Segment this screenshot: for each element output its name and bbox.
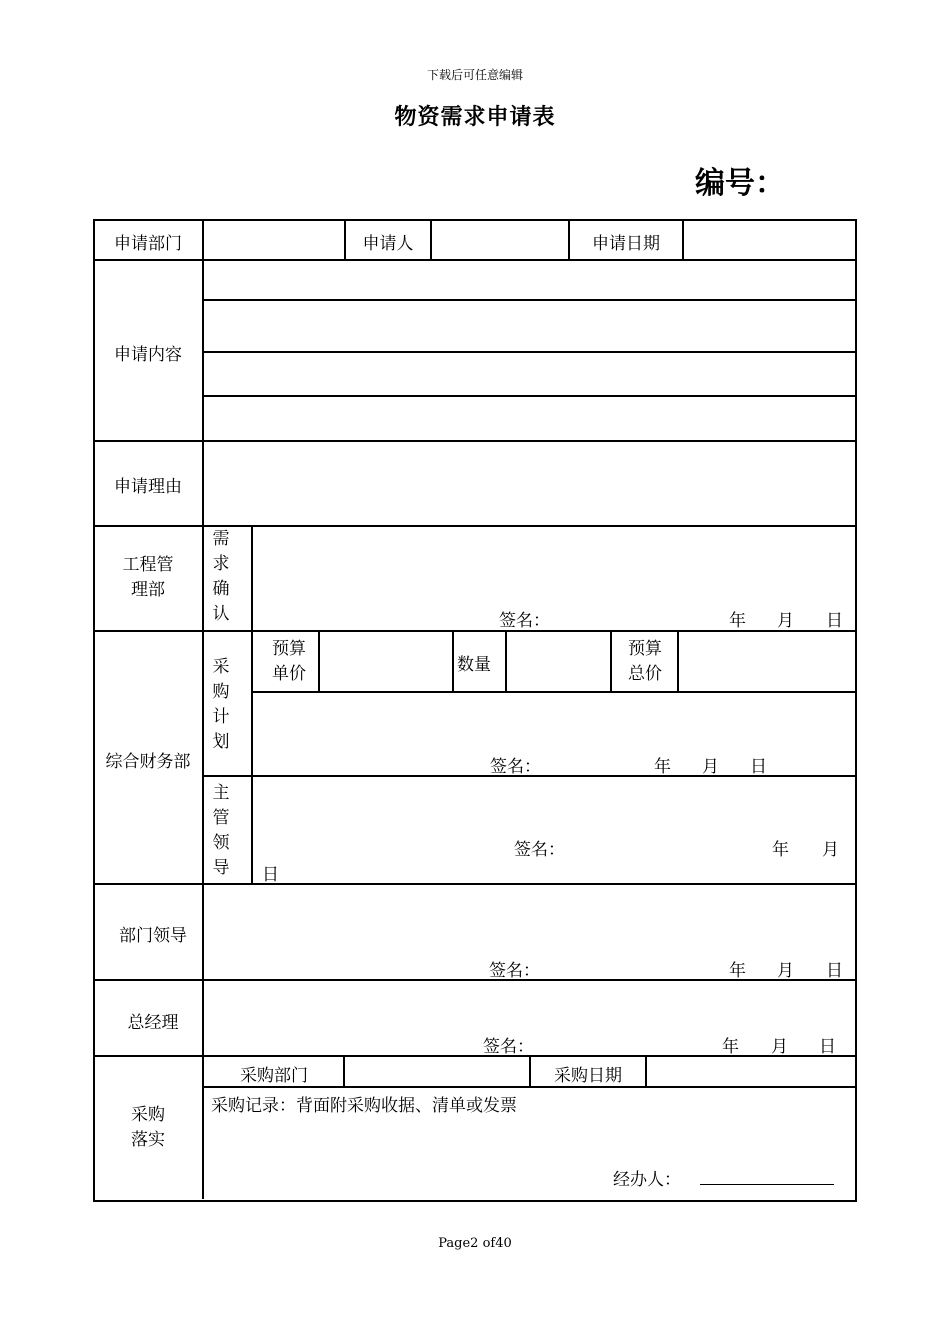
gm-month: 月 — [771, 1037, 788, 1057]
header-note: 下载后可任意编辑 — [426, 68, 523, 82]
dept-leader-day: 日 — [826, 961, 843, 981]
content-label: 申请内容 — [114, 345, 182, 365]
supervisor-day: 日 — [262, 865, 279, 885]
plan-month: 月 — [702, 757, 719, 777]
engineering-sign-label: 签名： — [499, 611, 550, 631]
handler-signature-line — [700, 1184, 834, 1185]
supervisor-label: 主管领导 — [212, 783, 230, 878]
procurement-dept-label: 采购部门 — [240, 1066, 308, 1086]
plan-year: 年 — [654, 757, 671, 777]
engineering-month: 月 — [777, 611, 794, 631]
row-divider — [93, 440, 855, 442]
dept-leader-year: 年 — [729, 961, 746, 981]
procurement-record-label: 采购记录：背面附采购收据、清单或发票 — [211, 1096, 517, 1116]
row-divider — [93, 525, 855, 527]
demand-confirm-label: 需求确认 — [212, 529, 230, 624]
content-line — [203, 299, 855, 301]
budget-unit-price-label: 预算 单价 — [272, 639, 306, 684]
finance-line — [251, 691, 855, 693]
reason-label: 申请理由 — [114, 477, 182, 497]
row-divider — [93, 259, 855, 261]
content-line — [203, 351, 855, 353]
engineering-dept-label: 工程管 理部 — [122, 555, 174, 600]
finance-dept-label: 综合财务部 — [105, 752, 191, 772]
engineering-day: 日 — [826, 611, 843, 631]
col-divider — [318, 630, 320, 691]
col-divider — [505, 630, 507, 691]
gm-label: 总经理 — [127, 1013, 179, 1033]
sublabel-divider — [251, 525, 253, 883]
dept-leader-month: 月 — [777, 961, 794, 981]
quantity-label: 数量 — [457, 655, 491, 675]
engineering-year: 年 — [729, 611, 746, 631]
plan-day: 日 — [750, 757, 767, 777]
request-form-table — [93, 219, 856, 1201]
handler-label: 经办人： — [613, 1170, 681, 1190]
row-divider — [93, 1055, 855, 1057]
procurement-label: 采购 落实 — [131, 1105, 165, 1150]
gm-year: 年 — [722, 1037, 739, 1057]
col-divider — [452, 630, 454, 691]
supervisor-month: 月 — [822, 840, 839, 860]
purchase-plan-label: 采购计划 — [212, 657, 230, 752]
apply-date-label: 申请日期 — [592, 234, 660, 254]
label-column-divider — [202, 219, 204, 1199]
dept-leader-label: 部门领导 — [119, 926, 187, 946]
dept-leader-sign-label: 签名： — [489, 961, 540, 981]
apply-dept-label: 申请部门 — [114, 234, 182, 254]
page-footer: Page2 of40 — [438, 1236, 512, 1251]
procurement-date-label: 采购日期 — [554, 1066, 622, 1086]
col-divider — [610, 630, 612, 691]
gm-sign-label: 签名： — [483, 1037, 534, 1057]
supervisor-year: 年 — [772, 840, 789, 860]
form-title: 物资需求申请表 — [394, 104, 556, 130]
row-divider — [93, 883, 855, 885]
supervisor-sign-label: 签名： — [514, 840, 565, 860]
col-divider — [677, 630, 679, 691]
procurement-line — [203, 1086, 855, 1088]
gm-day: 日 — [819, 1037, 836, 1057]
form-number-label: 编号： — [695, 166, 785, 201]
budget-total-price-label: 预算 总价 — [628, 639, 662, 684]
content-line — [203, 395, 855, 397]
applicant-label: 申请人 — [362, 234, 414, 254]
plan-sign-label: 签名： — [490, 757, 541, 777]
